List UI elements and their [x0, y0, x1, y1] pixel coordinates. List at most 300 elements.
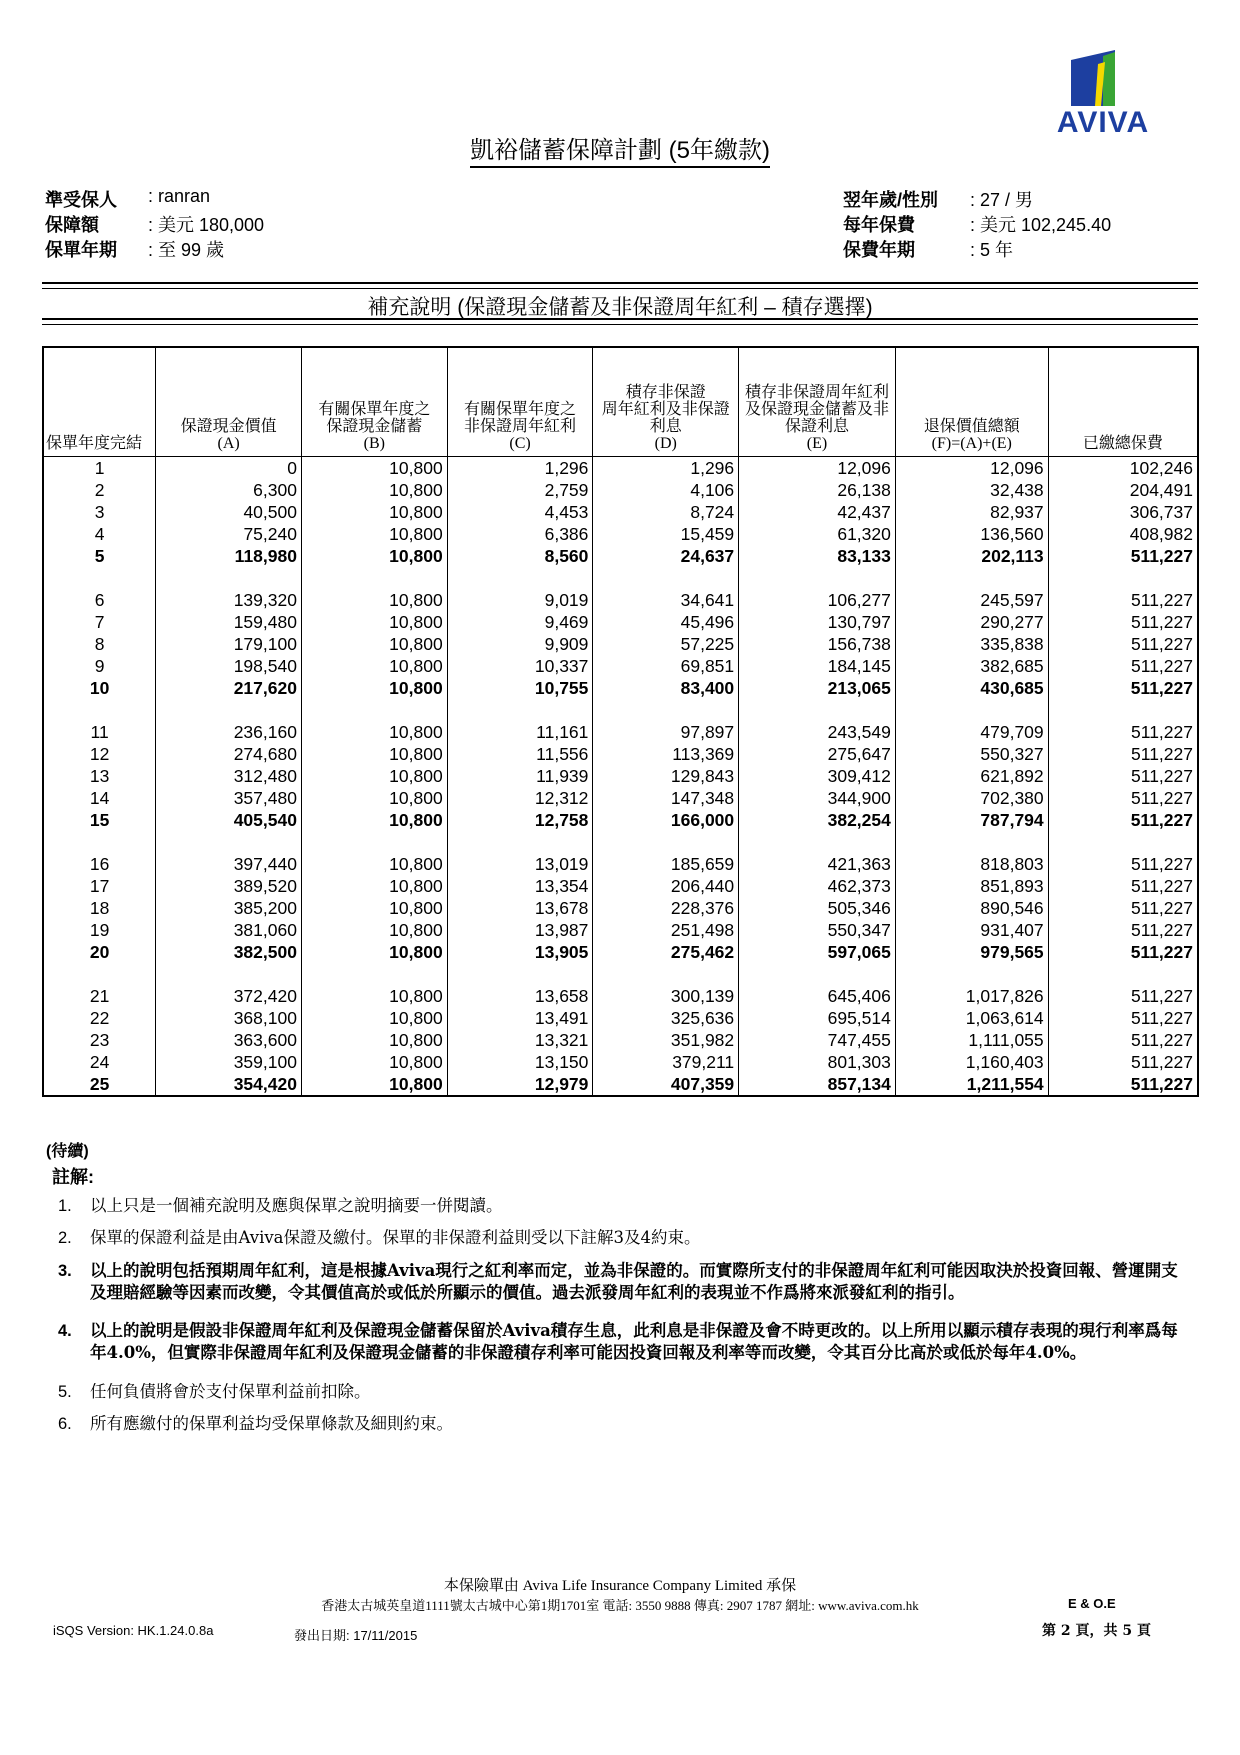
table-cell: 505,346 — [739, 897, 896, 919]
sum-value: : 美元 180,000 — [148, 215, 265, 235]
table-cell: 198,540 — [156, 655, 302, 677]
column-header-line: 保單年度完結 — [46, 435, 143, 452]
column-header-line: 保證現金儲蓄 — [326, 418, 423, 435]
table-cell: 14 — [43, 787, 156, 809]
table-row — [43, 1007, 1198, 1029]
table-cell: 75,240 — [156, 523, 302, 545]
table-cell: 511,227 — [1048, 1007, 1198, 1029]
note-item — [58, 1195, 1193, 1217]
table-cell: 2 — [43, 479, 156, 501]
table-cell: 550,347 — [739, 919, 896, 941]
table-body — [43, 457, 1198, 1097]
table-cell: 45,496 — [593, 611, 739, 633]
column-header-line: 退保價值總額 — [923, 418, 1020, 435]
table-cell: 10 — [43, 677, 156, 699]
note-number: 3. — [58, 1262, 72, 1280]
table-cell: 243,549 — [739, 721, 896, 743]
table-cell: 13,987 — [447, 919, 593, 941]
table-cell: 13,491 — [447, 1007, 593, 1029]
table-cell: 511,227 — [1048, 633, 1198, 655]
note-text: 任何負債將會於支付保單利益前扣除。 — [90, 1382, 371, 1401]
table-cell: 10,800 — [301, 457, 447, 480]
issue-date: 發出日期: 17/11/2015 — [294, 1628, 418, 1643]
table-cell: 890,546 — [895, 897, 1048, 919]
table-cell: 363,600 — [156, 1029, 302, 1051]
table-cell: 13,150 — [447, 1051, 593, 1073]
table-cell: 10,800 — [301, 655, 447, 677]
table-header-row — [43, 347, 1198, 457]
table-cell: 202,113 — [895, 545, 1048, 567]
column-header-line: 有關保單年度之 — [318, 401, 431, 418]
table-cell: 9,909 — [447, 633, 593, 655]
table-cell: 979,565 — [895, 941, 1048, 963]
table-cell: 12,096 — [895, 457, 1048, 480]
table-row — [43, 787, 1198, 809]
table-cell: 511,227 — [1048, 787, 1198, 809]
column-header-code: (D) — [654, 435, 677, 452]
table-cell: 21 — [43, 985, 156, 1007]
table-cell: 10,800 — [301, 941, 447, 963]
age-row — [843, 186, 938, 212]
table-cell: 206,440 — [593, 875, 739, 897]
table-cell: 23 — [43, 1029, 156, 1051]
term-row — [45, 236, 117, 262]
table-cell: 511,227 — [1048, 941, 1198, 963]
table-cell: 13,658 — [447, 985, 593, 1007]
column-header-line: 保證利息 — [785, 418, 850, 435]
premium-label: 每年保費 — [843, 215, 915, 235]
table-cell: 15,459 — [593, 523, 739, 545]
sum-row — [45, 211, 99, 237]
table-cell: 857,134 — [739, 1073, 896, 1096]
table-cell: 10,800 — [301, 787, 447, 809]
table-cell: 462,373 — [739, 875, 896, 897]
table-cell: 351,982 — [593, 1029, 739, 1051]
table-cell: 159,480 — [156, 611, 302, 633]
table-cell: 511,227 — [1048, 545, 1198, 567]
illustration-table — [42, 346, 1199, 1097]
table-cell: 24,637 — [593, 545, 739, 567]
table-cell: 11,556 — [447, 743, 593, 765]
column-header-6 — [895, 347, 1048, 457]
table-cell: 8 — [43, 633, 156, 655]
table-cell: 10,800 — [301, 919, 447, 941]
table-cell: 245,597 — [895, 589, 1048, 611]
table-cell: 597,065 — [739, 941, 896, 963]
insured-label: 準受保人 — [45, 190, 117, 210]
table-row — [43, 1029, 1198, 1051]
premterm-row — [843, 236, 915, 262]
table-cell: 32,438 — [895, 479, 1048, 501]
column-header-0 — [43, 347, 156, 457]
table-cell: 357,480 — [156, 787, 302, 809]
column-header-code: (F)=(A)+(E) — [931, 435, 1012, 452]
table-cell: 12,979 — [447, 1073, 593, 1096]
table-cell: 69,851 — [593, 655, 739, 677]
table-cell: 10,800 — [301, 633, 447, 655]
notes-title: 註解: — [52, 1167, 94, 1187]
table-cell: 15 — [43, 809, 156, 831]
table-cell: 82,937 — [895, 501, 1048, 523]
table-cell: 139,320 — [156, 589, 302, 611]
table-row — [43, 479, 1198, 501]
note-number: 1. — [58, 1197, 72, 1215]
table-row — [43, 721, 1198, 743]
table-cell: 300,139 — [593, 985, 739, 1007]
table-cell: 10,800 — [301, 501, 447, 523]
table-cell: 274,680 — [156, 743, 302, 765]
table-cell: 136,560 — [895, 523, 1048, 545]
table-cell: 511,227 — [1048, 589, 1198, 611]
table-cell: 1,111,055 — [895, 1029, 1048, 1051]
premterm-value: : 5 年 — [970, 240, 1014, 260]
table-cell: 102,246 — [1048, 457, 1198, 480]
note-text: 以上的說明是假設非保證周年紅利及保證現金儲蓄保留於Aviva積存生息，此利息是非保證及會不時更改的。以上所用以顯示積存表現的現行利率爲每年4.0%，但實際非保證周年紅利及保證現金儲蓄的非保證積存利率可能因投資回報及利率等而改變，令其百分比高於或低於每年4.0%。 — [90, 1321, 1178, 1362]
table-cell: 106,277 — [739, 589, 896, 611]
table-cell: 12,758 — [447, 809, 593, 831]
table-row — [43, 897, 1198, 919]
column-header-3 — [447, 347, 593, 457]
table-cell: 57,225 — [593, 633, 739, 655]
table-cell: 129,843 — [593, 765, 739, 787]
table-cell: 236,160 — [156, 721, 302, 743]
note-text: 以上的說明包括預期周年紅利，這是根據Aviva現行之紅利率而定，並為非保證的。而實際所支付的非保證周年紅利可能因取決於投資回報、營運開支及理賠經驗等因素而改變，令其價值高於或低於所顯示的價值。過去派發周年紅利的表現並不作爲將來派發紅利的指引。 — [90, 1261, 1178, 1302]
column-header-2 — [301, 347, 447, 457]
table-cell: 407,359 — [593, 1073, 739, 1096]
table-cell: 511,227 — [1048, 721, 1198, 743]
table-cell: 3 — [43, 501, 156, 523]
table-cell: 2,759 — [447, 479, 593, 501]
table-cell: 8,560 — [447, 545, 593, 567]
table-cell: 16 — [43, 853, 156, 875]
table-cell: 344,900 — [739, 787, 896, 809]
aviva-logo-mark-icon — [1043, 50, 1163, 108]
group-spacer-row — [43, 963, 1198, 985]
table-cell: 511,227 — [1048, 853, 1198, 875]
table-cell: 368,100 — [156, 1007, 302, 1029]
column-header-7 — [1048, 347, 1198, 457]
version-text: iSQS Version: HK.1.24.0.8a — [53, 1623, 214, 1638]
section-title: 補充說明 (保證現金儲蓄及非保證周年紅利 – 積存選擇) — [367, 296, 873, 319]
table-cell: 511,227 — [1048, 985, 1198, 1007]
insured-row — [45, 186, 117, 212]
column-header-line: 積存非保證 — [625, 384, 706, 401]
table-cell: 22 — [43, 1007, 156, 1029]
table-cell: 1,296 — [447, 457, 593, 480]
term-value: : 至 99 歲 — [148, 240, 225, 260]
table-cell: 26,138 — [739, 479, 896, 501]
table-cell: 19 — [43, 919, 156, 941]
table-cell: 185,659 — [593, 853, 739, 875]
column-header-line: 周年紅利及非保證 — [601, 401, 730, 418]
table-cell: 10,800 — [301, 479, 447, 501]
table-cell: 10,337 — [447, 655, 593, 677]
table-cell: 10,800 — [301, 1029, 447, 1051]
table-cell: 251,498 — [593, 919, 739, 941]
table-cell: 309,412 — [739, 765, 896, 787]
age-label: 翌年歲/性別 — [843, 190, 939, 210]
column-header-line: 利息 — [649, 418, 682, 435]
table-cell: 18 — [43, 897, 156, 919]
table-row — [43, 501, 1198, 523]
table-cell: 354,420 — [156, 1073, 302, 1096]
table-cell: 511,227 — [1048, 897, 1198, 919]
table-cell: 13,905 — [447, 941, 593, 963]
table-cell: 25 — [43, 1073, 156, 1096]
note-number: 5. — [58, 1383, 72, 1401]
table-cell: 228,376 — [593, 897, 739, 919]
column-header-code: (C) — [509, 435, 531, 452]
table-cell: 1 — [43, 457, 156, 480]
table-cell: 511,227 — [1048, 875, 1198, 897]
table-cell: 166,000 — [593, 809, 739, 831]
table-cell: 10,800 — [301, 1073, 447, 1096]
table-cell: 217,620 — [156, 677, 302, 699]
table-cell: 12,312 — [447, 787, 593, 809]
table-cell: 1,063,614 — [895, 1007, 1048, 1029]
column-header-line: 積存非保證周年紅利 — [745, 384, 890, 401]
table-cell: 851,893 — [895, 875, 1048, 897]
term-label: 保單年期 — [45, 240, 117, 260]
table-row — [43, 809, 1198, 831]
table-cell: 40,500 — [156, 501, 302, 523]
column-header-line: 及保證現金儲蓄及非 — [745, 401, 890, 418]
note-item — [58, 1260, 1193, 1304]
table-cell: 17 — [43, 875, 156, 897]
table-cell: 621,892 — [895, 765, 1048, 787]
table-cell: 372,420 — [156, 985, 302, 1007]
table-cell: 306,737 — [1048, 501, 1198, 523]
table-cell: 10,800 — [301, 721, 447, 743]
table-cell: 1,160,403 — [895, 1051, 1048, 1073]
address-text: 香港太古城英皇道1111號太古城中心第1期1701室 電話: 3550 9888 傳真: 2907 1787 網址: www.aviva.com.hk — [321, 1598, 919, 1613]
table-cell: 156,738 — [739, 633, 896, 655]
table-cell: 511,227 — [1048, 1051, 1198, 1073]
table-cell: 1,017,826 — [895, 985, 1048, 1007]
table-cell: 1,211,554 — [895, 1073, 1048, 1096]
table-cell: 10,800 — [301, 853, 447, 875]
column-header-5 — [739, 347, 896, 457]
table-cell: 511,227 — [1048, 1073, 1198, 1096]
table-cell: 118,980 — [156, 545, 302, 567]
table-cell: 479,709 — [895, 721, 1048, 743]
column-header-line: 非保證周年紅利 — [464, 418, 577, 435]
table-cell: 204,491 — [1048, 479, 1198, 501]
table-cell: 6 — [43, 589, 156, 611]
table-cell: 10,800 — [301, 589, 447, 611]
column-header-code: (A) — [217, 435, 240, 452]
table-cell: 397,440 — [156, 853, 302, 875]
table-cell: 511,227 — [1048, 677, 1198, 699]
table-cell: 10,800 — [301, 743, 447, 765]
table-row — [43, 743, 1198, 765]
table-row — [43, 1051, 1198, 1073]
table-cell: 931,407 — [895, 919, 1048, 941]
page-number: 第 2 頁，共 5 頁 — [1042, 1623, 1151, 1639]
table-cell: 382,685 — [895, 655, 1048, 677]
table-cell: 12 — [43, 743, 156, 765]
table-row — [43, 853, 1198, 875]
table-cell: 10,800 — [301, 611, 447, 633]
table-cell: 385,200 — [156, 897, 302, 919]
table-cell: 34,641 — [593, 589, 739, 611]
age-value: : 27 / 男 — [970, 190, 1034, 210]
table-cell: 1,296 — [593, 457, 739, 480]
sum-label: 保障額 — [45, 215, 99, 235]
table-cell: 179,100 — [156, 633, 302, 655]
divider-bottom — [42, 318, 1198, 325]
table-row — [43, 523, 1198, 545]
aviva-logo — [1043, 50, 1163, 140]
table-cell: 5 — [43, 545, 156, 567]
table-cell: 147,348 — [593, 787, 739, 809]
table-cell: 130,797 — [739, 611, 896, 633]
table-cell: 511,227 — [1048, 765, 1198, 787]
table-cell: 10,800 — [301, 765, 447, 787]
continued-label: (待續) — [46, 1143, 89, 1160]
table-cell: 702,380 — [895, 787, 1048, 809]
table-row — [43, 633, 1198, 655]
column-header-line: 有關保單年度之 — [464, 401, 577, 418]
table-cell: 9,469 — [447, 611, 593, 633]
table-cell: 818,803 — [895, 853, 1048, 875]
table-cell: 13,321 — [447, 1029, 593, 1051]
table-cell: 4,106 — [593, 479, 739, 501]
table-cell: 10,800 — [301, 985, 447, 1007]
table-cell: 184,145 — [739, 655, 896, 677]
table-cell: 359,100 — [156, 1051, 302, 1073]
table-cell: 382,500 — [156, 941, 302, 963]
table-cell: 10,800 — [301, 875, 447, 897]
note-item — [58, 1227, 1193, 1249]
note-text: 以上只是一個補充說明及應與保單之說明摘要一併閱讀。 — [90, 1196, 503, 1215]
table-row — [43, 875, 1198, 897]
table-cell: 83,400 — [593, 677, 739, 699]
table-cell: 10,800 — [301, 677, 447, 699]
note-item — [58, 1381, 1193, 1403]
table-cell: 10,800 — [301, 809, 447, 831]
table-row — [43, 611, 1198, 633]
table-row — [43, 985, 1198, 1007]
premium-value: : 美元 102,245.40 — [970, 215, 1112, 235]
column-header-line: 保證現金價值 — [180, 418, 277, 435]
group-spacer-row — [43, 831, 1198, 853]
table-cell: 11 — [43, 721, 156, 743]
aviva-logo-text: AVIVA — [1056, 106, 1150, 139]
table-cell: 213,065 — [739, 677, 896, 699]
page-title: 凱裕儲蓄保障計劃 (5年繳款) — [0, 130, 1240, 165]
note-text: 保單的保證利益是由Aviva保證及繳付。保單的非保證利益則受以下註解3及4約束。 — [90, 1228, 701, 1247]
table-cell: 511,227 — [1048, 919, 1198, 941]
table-cell: 511,227 — [1048, 655, 1198, 677]
table-cell: 550,327 — [895, 743, 1048, 765]
table-cell: 8,724 — [593, 501, 739, 523]
column-header-1 — [156, 347, 302, 457]
table-cell: 10,800 — [301, 1007, 447, 1029]
note-item — [58, 1413, 1193, 1435]
note-text: 所有應繳付的保單利益均受保單條款及細則約束。 — [90, 1414, 453, 1433]
table-cell: 10,800 — [301, 545, 447, 567]
table-cell: 290,277 — [895, 611, 1048, 633]
table-row — [43, 545, 1198, 567]
table-cell: 4 — [43, 523, 156, 545]
table-cell: 747,455 — [739, 1029, 896, 1051]
table-cell: 335,838 — [895, 633, 1048, 655]
table-cell: 787,794 — [895, 809, 1048, 831]
table-cell: 113,369 — [593, 743, 739, 765]
table-cell: 11,161 — [447, 721, 593, 743]
note-number: 4. — [58, 1322, 72, 1340]
column-header-code: (B) — [363, 435, 385, 452]
note-number: 6. — [58, 1415, 72, 1433]
eoe-text: E & O.E — [1068, 1596, 1116, 1611]
table-cell: 511,227 — [1048, 1029, 1198, 1051]
table-cell: 9,019 — [447, 589, 593, 611]
table-cell: 408,982 — [1048, 523, 1198, 545]
table-cell: 389,520 — [156, 875, 302, 897]
table-cell: 645,406 — [739, 985, 896, 1007]
table-cell: 6,386 — [447, 523, 593, 545]
table-cell: 382,254 — [739, 809, 896, 831]
table-cell: 6,300 — [156, 479, 302, 501]
table-cell: 10,800 — [301, 897, 447, 919]
column-header-code: (E) — [806, 435, 828, 452]
table-cell: 381,060 — [156, 919, 302, 941]
table-cell: 11,939 — [447, 765, 593, 787]
table-row — [43, 589, 1198, 611]
table-cell: 10,800 — [301, 523, 447, 545]
table-cell: 13,019 — [447, 853, 593, 875]
table-cell: 7 — [43, 611, 156, 633]
table-cell: 9 — [43, 655, 156, 677]
table-cell: 275,462 — [593, 941, 739, 963]
table-cell: 10,800 — [301, 1051, 447, 1073]
table-cell: 24 — [43, 1051, 156, 1073]
premium-row — [843, 211, 915, 237]
premterm-label: 保費年期 — [843, 240, 915, 260]
table-cell: 97,897 — [593, 721, 739, 743]
table-cell: 695,514 — [739, 1007, 896, 1029]
insured-value: : ranran — [148, 186, 211, 206]
table-row — [43, 655, 1198, 677]
table-row — [43, 765, 1198, 787]
table-row — [43, 677, 1198, 699]
table-cell: 0 — [156, 457, 302, 480]
column-header-line: 已繳總保費 — [1082, 435, 1163, 452]
table-cell: 13,678 — [447, 897, 593, 919]
table-cell: 42,437 — [739, 501, 896, 523]
table-cell: 61,320 — [739, 523, 896, 545]
table-cell: 430,685 — [895, 677, 1048, 699]
table-cell: 20 — [43, 941, 156, 963]
underwriter-text: 本保險單由 Aviva Life Insurance Company Limited 承保 — [443, 1578, 797, 1594]
table-cell: 511,227 — [1048, 809, 1198, 831]
table-cell: 13 — [43, 765, 156, 787]
table-row — [43, 1073, 1198, 1096]
table-row — [43, 457, 1198, 480]
table-cell: 4,453 — [447, 501, 593, 523]
table-cell: 12,096 — [739, 457, 896, 480]
divider-top — [42, 282, 1198, 289]
group-spacer-row — [43, 567, 1198, 589]
group-spacer-row — [43, 699, 1198, 721]
table-cell: 83,133 — [739, 545, 896, 567]
table-row — [43, 919, 1198, 941]
table-cell: 511,227 — [1048, 743, 1198, 765]
table-cell: 325,636 — [593, 1007, 739, 1029]
table-cell: 10,755 — [447, 677, 593, 699]
note-number: 2. — [58, 1229, 72, 1247]
